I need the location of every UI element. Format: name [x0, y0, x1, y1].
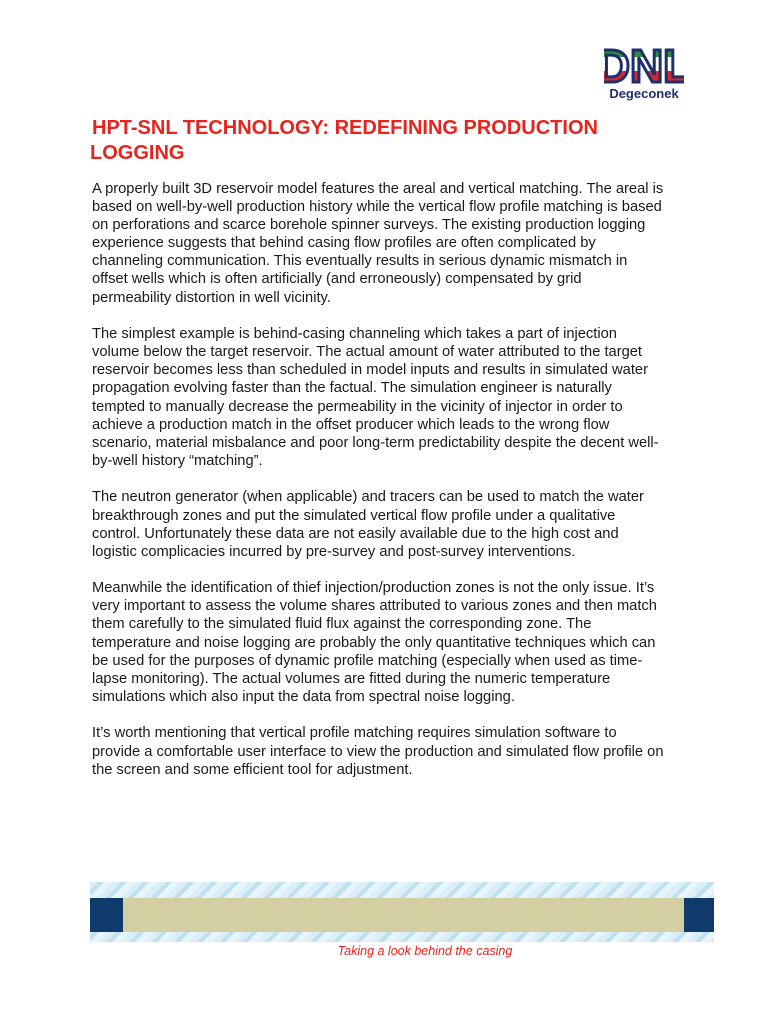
- text-line: volume below the target reservoir. The actual amount of water attributed to the target: [92, 344, 642, 361]
- text-line: based on well-by-well production history while the vertical flow profile matching is based: [92, 199, 662, 216]
- paragraph: [92, 579, 692, 706]
- text-line: logistic complicacies incurred by pre-survey and post-survey interventions.: [92, 543, 576, 560]
- text-line: reservoir becomes less than scheduled in model inputs and results in simulated water: [92, 362, 648, 379]
- text-line: control. Unfortunately these data are not easily available due to the high cost and: [92, 525, 619, 542]
- logo-caption: Degeconek: [609, 86, 679, 101]
- text-line: offset wells which is often artificially (and erroneously) compensated by grid: [92, 271, 582, 288]
- text-line: by-well history “matching”.: [92, 452, 263, 469]
- paragraph: [92, 325, 692, 470]
- dnl-logo: [604, 42, 684, 108]
- text-line: be used for the purposes of dynamic profile matching (especially when used as time-: [92, 652, 643, 669]
- text-line: provide a comfortable user interface to view the production and simulated flow profile on: [92, 743, 664, 760]
- logo-mark: [604, 42, 684, 86]
- text-line: Meanwhile the identification of thief injection/production zones is not the only issue. It’s: [92, 580, 655, 597]
- footer-square-left: [90, 898, 123, 932]
- text-line: experience suggests that behind casing flow profiles are often complicated by: [92, 235, 596, 252]
- text-line: permeability distortion in well vicinity.: [92, 289, 331, 306]
- text-line: propagation evolving faster than the factual. The simulation engineer is naturally: [92, 380, 612, 397]
- text-line: channeling communication. This eventually results in serious dynamic mismatch in: [92, 253, 628, 270]
- paragraph: [92, 724, 692, 778]
- text-line: It’s worth mentioning that vertical profile matching requires simulation software to: [92, 725, 617, 742]
- paragraph: [92, 180, 692, 307]
- article-body: [92, 180, 692, 797]
- logo-letters: DNL: [604, 42, 684, 86]
- text-line: breakthrough zones and put the simulated vertical flow profile under a qualitative: [92, 507, 616, 524]
- text-line: the screen and some efficient tool for adjustment.: [92, 761, 413, 778]
- text-line: The neutron generator (when applicable) and tracers can be used to match the water: [92, 489, 644, 506]
- footer-bar: [90, 898, 714, 932]
- page-title: [92, 116, 652, 166]
- text-line: temperature and noise logging are probably the only quantitative techniques which can: [92, 634, 656, 651]
- text-line: achieve a production match in the offset producer which leads to the wrong flow: [92, 416, 610, 433]
- text-line: lapse monitoring). The actual volumes are fitted during the numeric temperature: [92, 670, 611, 687]
- footer-tagline: Taking a look behind the casing: [337, 944, 513, 958]
- text-line: them carefully to the simulated fluid flux against the corresponding zone. The: [92, 616, 592, 633]
- text-line: A properly built 3D reservoir model features the areal and vertical matching. The areal is: [92, 181, 664, 197]
- text-line: tempted to manually decrease the permeability in the vicinity of injector in order to: [92, 398, 623, 415]
- title-line-2: LOGGING: [90, 142, 185, 164]
- text-line: very important to assess the volume shares attributed to various zones and then match: [92, 598, 657, 615]
- paragraph: [92, 488, 692, 560]
- text-line: simulations which also input the data from spectral noise logging.: [92, 688, 515, 705]
- footer-square-right: [684, 898, 714, 932]
- text-line: on perforations and scarce borehole spinner surveys. The existing production logging: [92, 217, 646, 234]
- title-line-1: HPT-SNL TECHNOLOGY: REDEFINING PRODUCTION: [92, 117, 598, 139]
- text-line: scenario, material misbalance and poor long-term predictability despite the decent well-: [92, 434, 659, 451]
- text-line: The simplest example is behind-casing channeling which takes a part of injection: [92, 326, 617, 343]
